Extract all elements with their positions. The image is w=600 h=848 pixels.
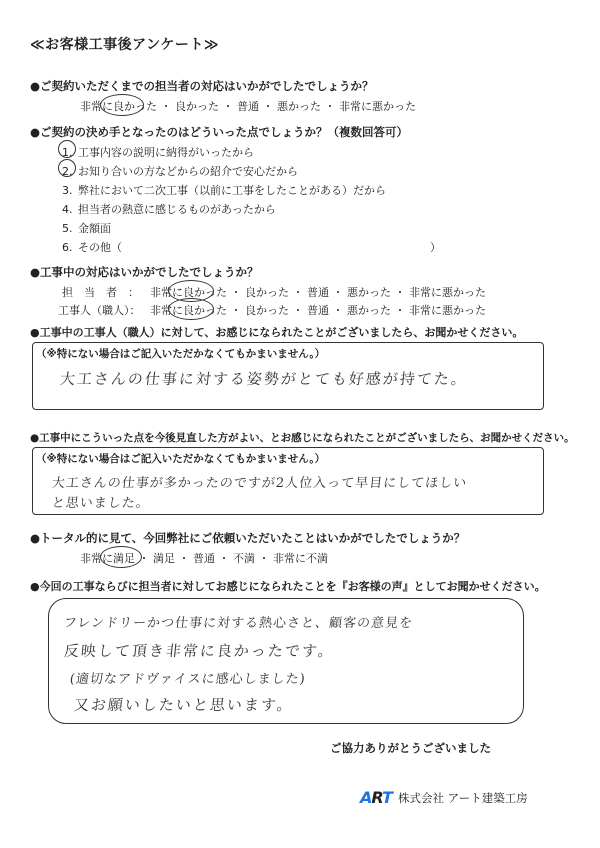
survey-title: ≪お客様工事後アンケート≫: [30, 37, 219, 53]
question-2: ●ご契約の決め手となったのはどういった点でしょうか？（複数回答可）: [30, 125, 409, 139]
choice-text: 工事内容の説明に納得がいったから: [78, 146, 254, 159]
selection-circle: [58, 159, 76, 177]
choice-item: [62, 220, 111, 236]
choice-item: [62, 144, 254, 160]
craftsman-options: 非常に良かった ・ 良かった ・ 普通 ・ 悪かった ・ 非常に悪かった: [150, 304, 486, 317]
question-4: ●工事中の工事人（職人）に対して、お感じになられたことがございましたら、お聞かせください。: [30, 326, 524, 339]
selection-circle: [58, 140, 76, 158]
question-6: ●トータル的に見て、今回弊社にご依頼いただいたことはいかがでしたでしょうか？: [30, 531, 466, 545]
answer-note: （※特にない場合はご記入いただかなくてもかまいません。）: [36, 453, 326, 465]
company-name: 株式会社 アート建築工房: [398, 791, 528, 805]
choice-item: [62, 239, 122, 255]
choice-number: 3.: [62, 184, 73, 197]
choice-text: その他（: [78, 241, 122, 254]
handwritten-answer-line: 大工さんの仕事が多かったのですが2人位入って早目にしてほしい: [51, 476, 468, 491]
choice-number: 4.: [62, 203, 73, 216]
selection-circle: [168, 298, 214, 320]
thanks-message: ご協力ありがとうございました: [330, 741, 491, 755]
choice-text: 担当者の熱意に感じるものがあったから: [78, 203, 276, 216]
staff-options: 非常に良かった ・ 良かった ・ 普通 ・ 悪かった ・ 非常に悪かった: [150, 286, 486, 299]
question-6-options: 非常に満足 ・ 満足 ・ 普通 ・ 不満 ・ 非常に不満: [80, 552, 328, 565]
logo-letter: T: [382, 788, 392, 807]
choice-text: 金額面: [78, 222, 111, 235]
choice-item: [62, 201, 276, 217]
choice-text: お知り合いの方などからの紹介で安心だから: [78, 165, 298, 178]
selection-circle: [100, 94, 144, 116]
choice-number: 2.: [62, 165, 73, 178]
question-1: ●ご契約いただくまでの担当者の対応はいかがでしたでしょうか？: [30, 79, 374, 93]
handwritten-voice-line: (適切なアドヴァイスに感心しました): [69, 672, 307, 687]
handwritten-voice-line: 反映して頂き非常に良かったです。: [63, 642, 336, 660]
selection-circle: [100, 546, 142, 568]
handwritten-voice-line: 又お願いしたいと思います。: [73, 696, 295, 714]
staff-label: 担 当 者 ：: [62, 286, 139, 299]
logo-letter: R: [371, 788, 382, 807]
craftsman-label: 工事人（職人）：: [58, 304, 141, 317]
question-3: ●工事中の対応はいかがでしたでしょうか？: [30, 265, 259, 279]
handwritten-answer: 大工さんの仕事に対する姿勢がとても好感が持てた。: [59, 370, 469, 388]
handwritten-voice-line: フレンドリーかつ仕事に対する熱心さと、顧客の意見を: [63, 616, 414, 631]
handwritten-answer-line: と思いました。: [51, 496, 151, 511]
choice-number: 1.: [62, 146, 73, 159]
question-1-options: 非常に良かった ・ 良かった ・ 普通 ・ 悪かった ・ 非常に悪かった: [80, 100, 416, 113]
choice-item: [62, 182, 386, 198]
logo-letter: A: [360, 788, 372, 807]
answer-note: （※特にない場合はご記入いただかなくてもかまいません。）: [36, 348, 326, 360]
choice-number: 5.: [62, 222, 73, 235]
choice-other-close: ）: [430, 241, 441, 254]
company-logo: [360, 788, 392, 807]
choice-item: [62, 163, 298, 179]
choice-number: 6.: [62, 241, 73, 254]
question-7: ●今回の工事ならびに担当者に対してお感じになられたことを『お客様の声』としてお聞かせください。: [30, 580, 546, 593]
choice-text: 弊社において二次工事（以前に工事をしたことがある）だから: [78, 184, 386, 197]
question-5: ●工事中にこういった点を今後見直した方がよい、とお感じになられたことがございましたら、お聞かせください。: [30, 432, 575, 444]
